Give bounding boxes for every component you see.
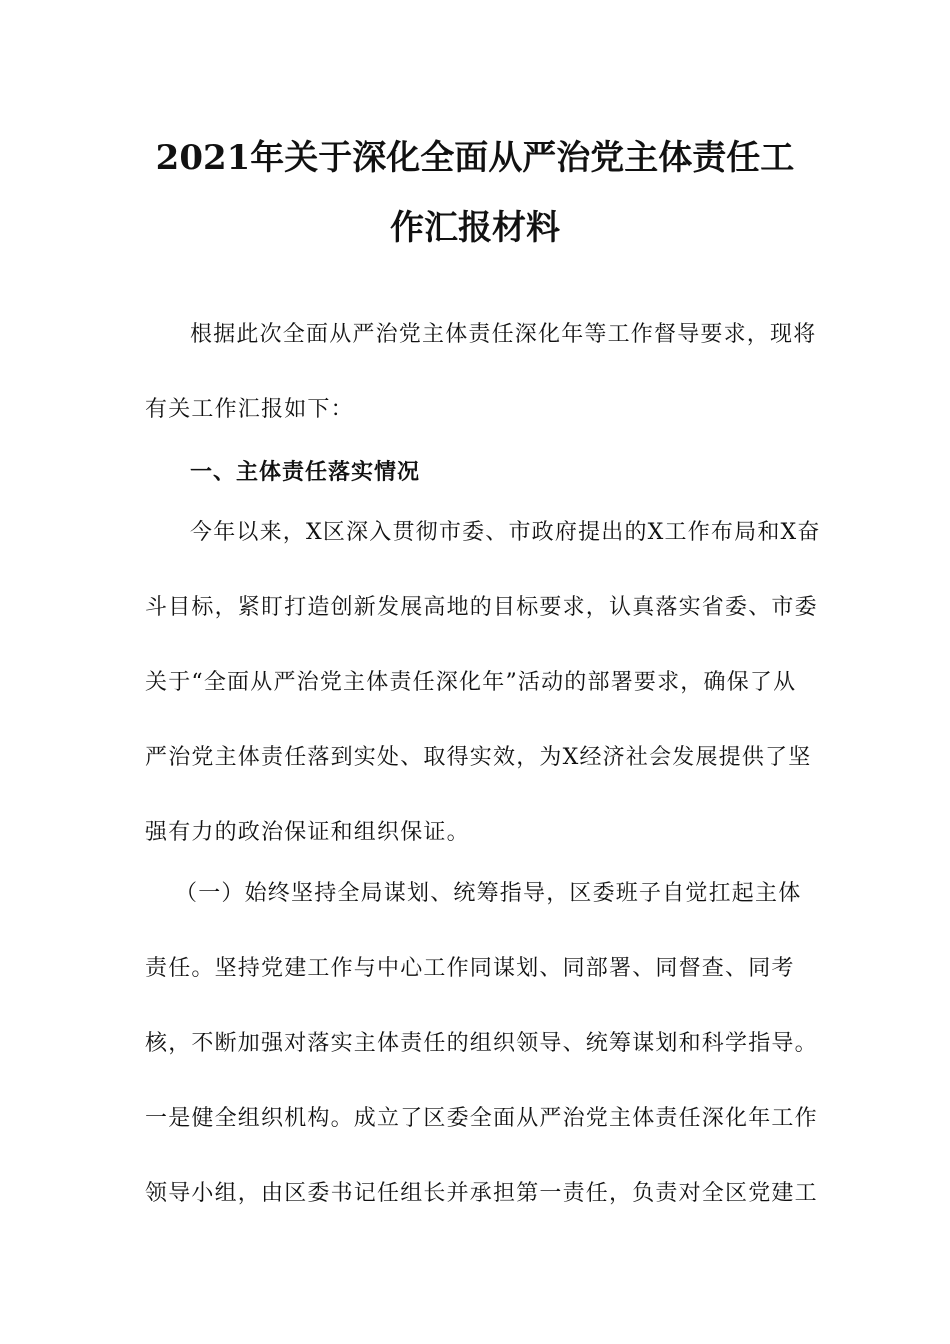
intro-line-2: 有关工作汇报如下：	[145, 397, 354, 422]
document-title-line-2: 作汇报材料	[390, 208, 560, 248]
intro-line-1: 根据此次全面从严治党主体责任深化年等工作督导要求，现将	[190, 322, 817, 347]
section-heading: 一、主体责任落实情况	[190, 459, 421, 485]
para2-line-1: （一）始终坚持全局谋划、统筹指导，区委班子自觉扛起主体	[175, 881, 802, 906]
para2-line-2: 责任。坚持党建工作与中心工作同谋划、同部署、同督查、同考	[145, 956, 795, 981]
document-title-line-1: 2021年关于深化全面从严治党主体责任工	[155, 138, 795, 178]
para2-line-3: 核，不断加强对落实主体责任的组织领导、统筹谋划和科学指导。	[145, 1031, 818, 1056]
para1-line-1: 今年以来，X区深入贯彻市委、市政府提出的X工作布局和X奋	[190, 520, 821, 545]
para2-line-5: 领导小组，由区委书记任组长并承担第一责任，负责对全区党建工	[145, 1181, 818, 1206]
para1-line-4: 严治党主体责任落到实处、取得实效，为X经济社会发展提供了坚	[145, 745, 812, 770]
para1-line-5: 强有力的政治保证和组织保证。	[145, 820, 470, 845]
para2-line-4: 一是健全组织机构。成立了区委全面从严治党主体责任深化年工作	[145, 1106, 818, 1131]
para1-line-2: 斗目标，紧盯打造创新发展高地的目标要求，认真落实省委、市委	[145, 595, 818, 620]
para1-line-3: 关于“全面从严治党主体责任深化年”活动的部署要求，确保了从	[145, 670, 797, 695]
